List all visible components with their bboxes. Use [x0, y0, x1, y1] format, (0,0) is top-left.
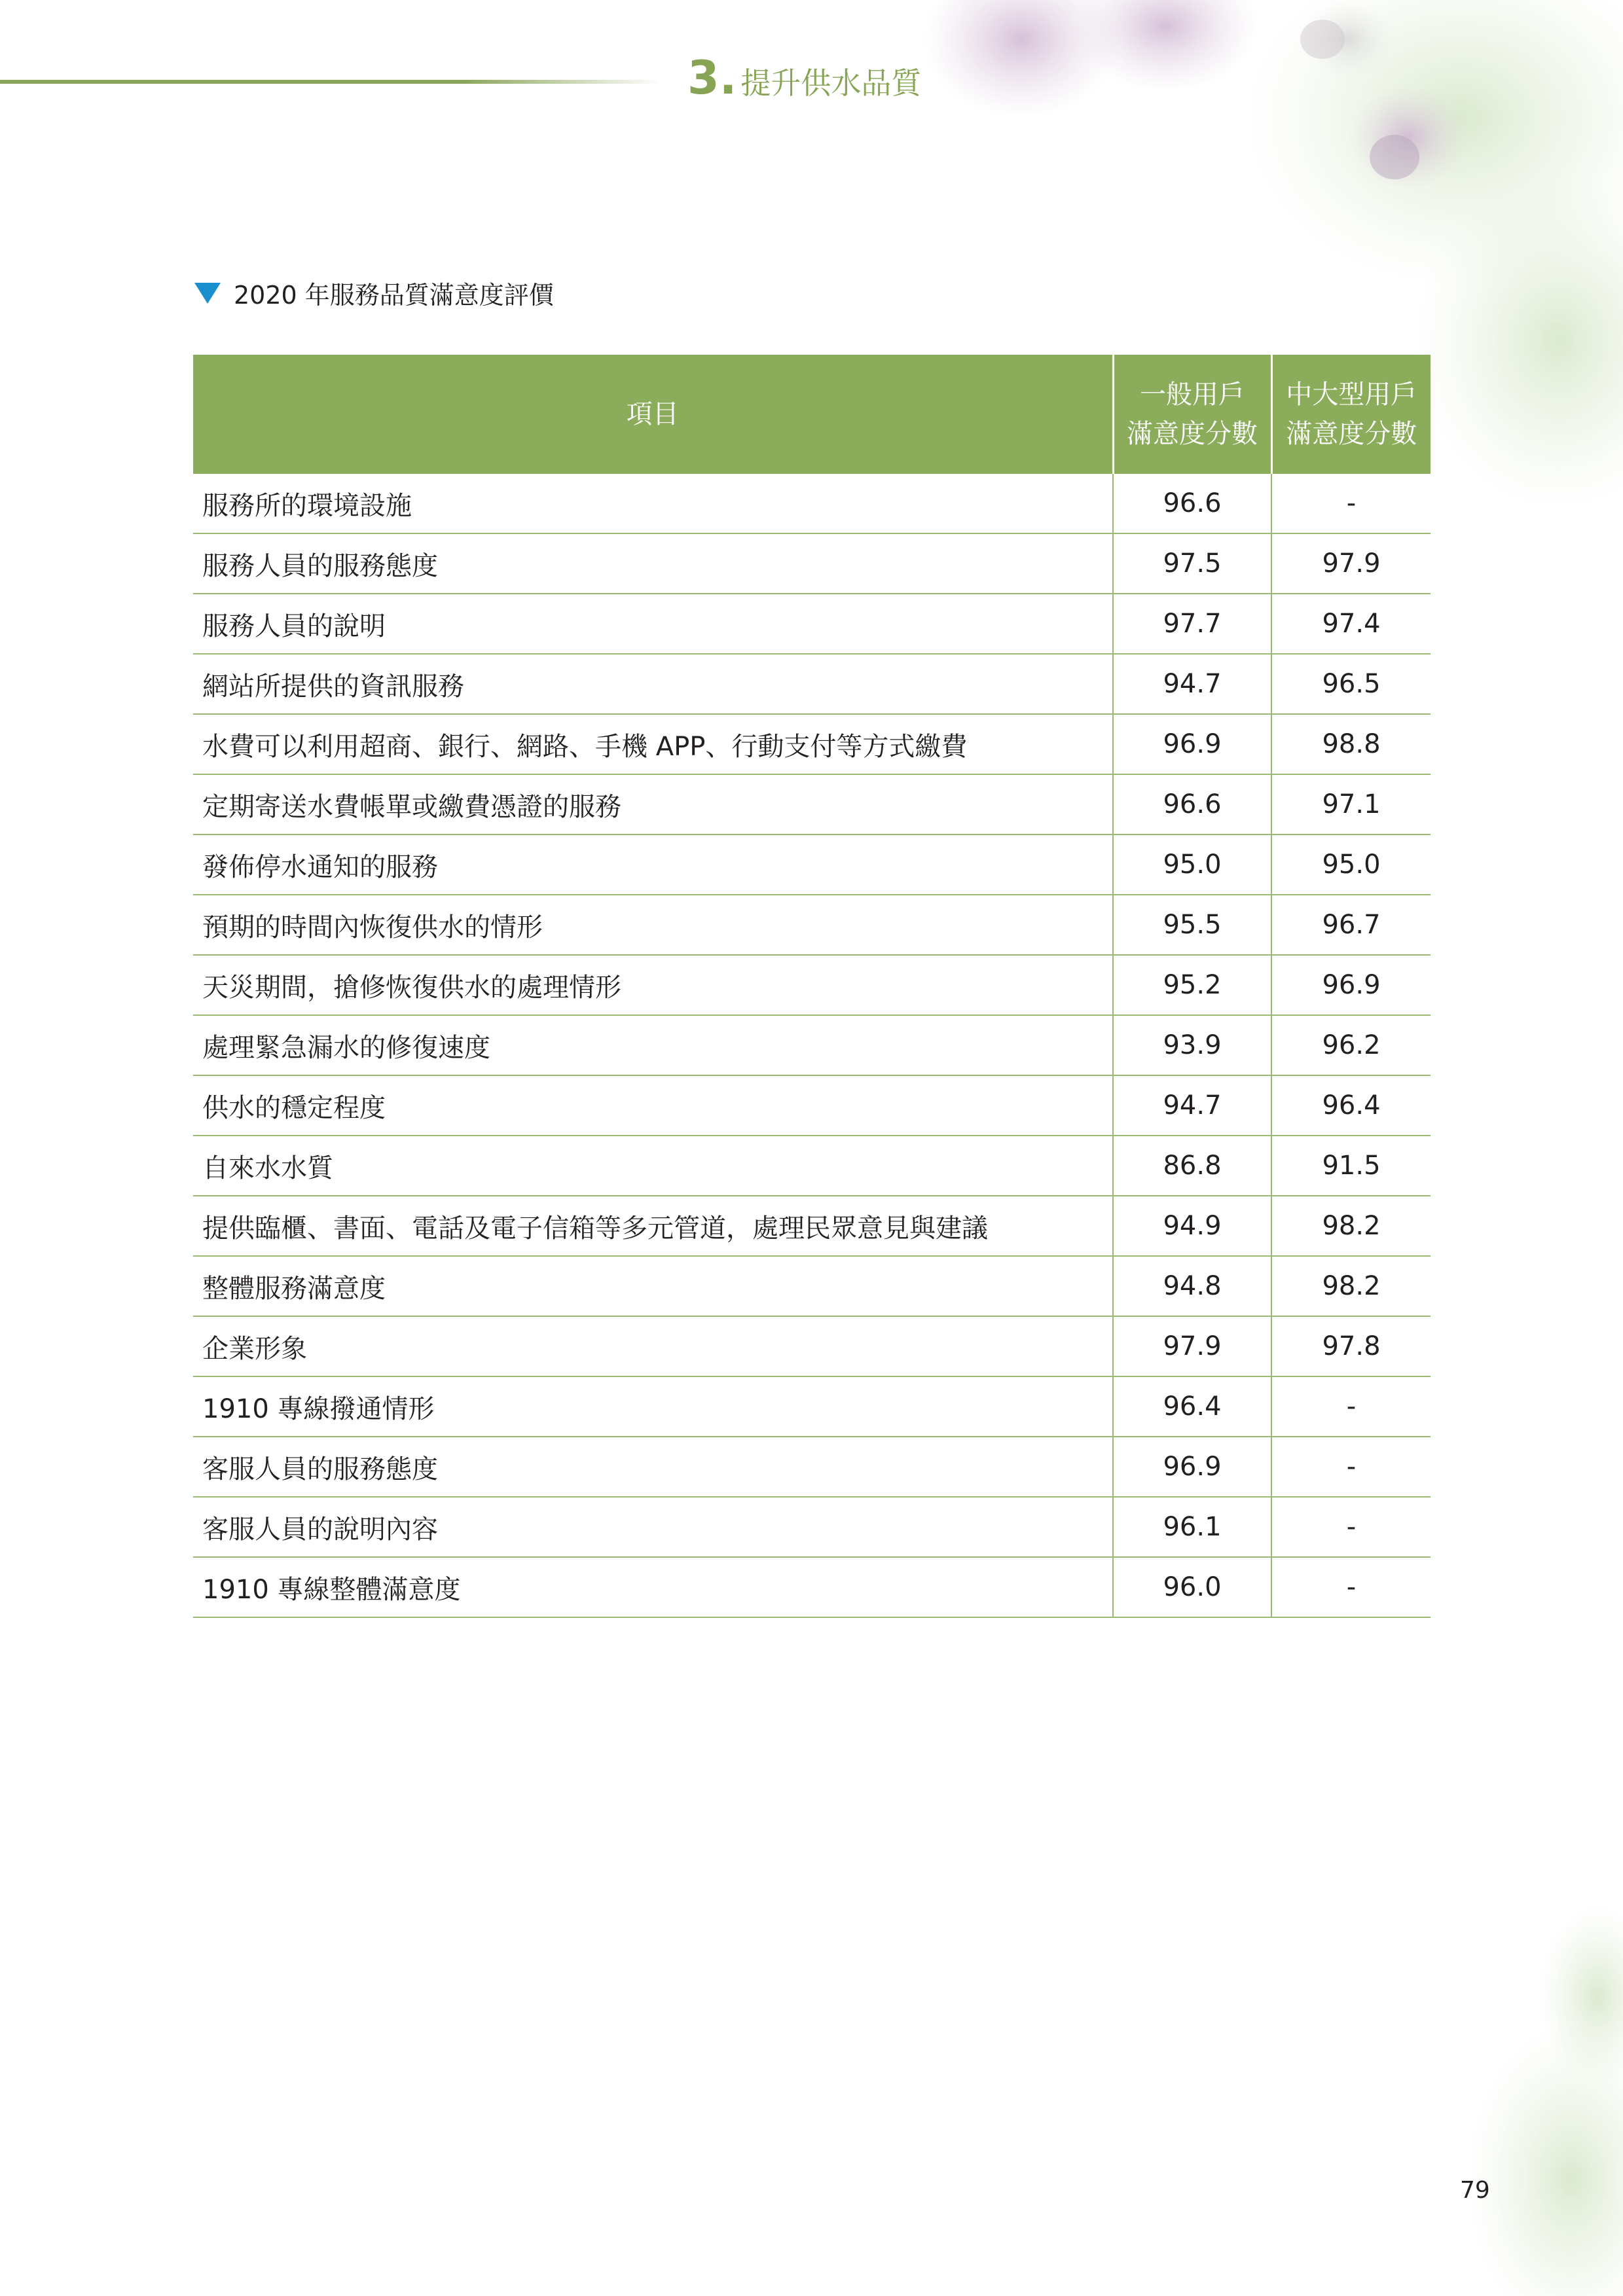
row-item: 發佈停水通知的服務 — [193, 834, 1113, 895]
row-item: 提供臨櫃、書面、電話及電子信箱等多元管道，處理民眾意見與建議 — [193, 1196, 1113, 1256]
header-rule — [0, 80, 661, 84]
row-item: 客服人員的說明內容 — [193, 1497, 1113, 1557]
satisfaction-table — [193, 355, 1431, 1618]
row-general-score: 94.9 — [1113, 1196, 1271, 1256]
row-item: 自來水水質 — [193, 1136, 1113, 1196]
row-item: 企業形象 — [193, 1316, 1113, 1376]
row-large-score: 96.7 — [1271, 895, 1431, 955]
table-row — [193, 1256, 1431, 1316]
table-row — [193, 1075, 1431, 1136]
row-general-score: 96.4 — [1113, 1376, 1271, 1437]
table-row — [193, 1437, 1431, 1497]
row-large-score: 97.8 — [1271, 1316, 1431, 1376]
row-large-score: 96.5 — [1271, 654, 1431, 714]
row-large-score: 96.2 — [1271, 1015, 1431, 1075]
row-item: 定期寄送水費帳單或繳費憑證的服務 — [193, 774, 1113, 834]
row-item: 服務人員的說明 — [193, 594, 1113, 654]
row-large-score: 97.4 — [1271, 594, 1431, 654]
table-row — [193, 1316, 1431, 1376]
table-row — [193, 594, 1431, 654]
row-general-score: 94.7 — [1113, 654, 1271, 714]
section-title: 提升供水品質 — [740, 65, 922, 101]
row-item: 預期的時間內恢復供水的情形 — [193, 895, 1113, 955]
row-general-score: 94.7 — [1113, 1075, 1271, 1136]
table-row — [193, 1376, 1431, 1437]
table-caption-text: 2020 年服務品質滿意度評價 — [234, 281, 554, 310]
table-row — [193, 955, 1431, 1015]
row-large-score: 98.2 — [1271, 1256, 1431, 1316]
row-item: 客服人員的服務態度 — [193, 1437, 1113, 1497]
row-general-score: 94.8 — [1113, 1256, 1271, 1316]
row-item: 整體服務滿意度 — [193, 1256, 1113, 1316]
row-general-score: 96.1 — [1113, 1497, 1271, 1557]
row-general-score: 97.9 — [1113, 1316, 1271, 1376]
table-row — [193, 774, 1431, 834]
row-general-score: 96.9 — [1113, 1437, 1271, 1497]
row-large-score: - — [1271, 1497, 1431, 1557]
row-item: 1910 專線整體滿意度 — [193, 1557, 1113, 1617]
row-general-score: 96.9 — [1113, 714, 1271, 774]
row-large-score: 95.0 — [1271, 834, 1431, 895]
row-item: 服務人員的服務態度 — [193, 533, 1113, 594]
row-large-score: 97.1 — [1271, 774, 1431, 834]
row-item: 服務所的環境設施 — [193, 474, 1113, 533]
section-heading — [687, 51, 921, 110]
row-general-score: 97.7 — [1113, 594, 1271, 654]
table-row — [193, 533, 1431, 594]
row-general-score: 97.5 — [1113, 533, 1271, 594]
row-large-score: 96.9 — [1271, 955, 1431, 1015]
row-general-score: 96.6 — [1113, 474, 1271, 533]
page-number: 79 — [1460, 2177, 1490, 2204]
row-large-score: 98.2 — [1271, 1196, 1431, 1256]
row-item: 1910 專線撥通情形 — [193, 1376, 1113, 1437]
row-general-score: 96.6 — [1113, 774, 1271, 834]
table-row — [193, 834, 1431, 895]
table-row — [193, 895, 1431, 955]
triangle-marker-icon — [194, 283, 221, 304]
header-large-score: 中大型用戶 滿意度分數 — [1271, 355, 1431, 474]
table-row — [193, 1497, 1431, 1557]
row-large-score: - — [1271, 1557, 1431, 1617]
row-general-score: 86.8 — [1113, 1136, 1271, 1196]
section-number: 3. — [687, 51, 737, 105]
header-general-score: 一般用戶 滿意度分數 — [1113, 355, 1271, 474]
header-item: 項目 — [193, 355, 1113, 474]
row-large-score: 96.4 — [1271, 1075, 1431, 1136]
row-large-score: 97.9 — [1271, 533, 1431, 594]
table-row — [193, 1015, 1431, 1075]
row-general-score: 93.9 — [1113, 1015, 1271, 1075]
table-row — [193, 1557, 1431, 1617]
table-row — [193, 1196, 1431, 1256]
table-caption — [194, 275, 554, 311]
row-general-score: 95.2 — [1113, 955, 1271, 1015]
row-item: 天災期間，搶修恢復供水的處理情形 — [193, 955, 1113, 1015]
row-large-score: - — [1271, 474, 1431, 533]
row-item: 網站所提供的資訊服務 — [193, 654, 1113, 714]
row-general-score: 96.0 — [1113, 1557, 1271, 1617]
row-item: 處理緊急漏水的修復速度 — [193, 1015, 1113, 1075]
row-large-score: - — [1271, 1437, 1431, 1497]
table-row — [193, 714, 1431, 774]
table-header-row — [193, 355, 1431, 474]
row-large-score: - — [1271, 1376, 1431, 1437]
row-large-score: 98.8 — [1271, 714, 1431, 774]
table-row — [193, 474, 1431, 533]
row-general-score: 95.0 — [1113, 834, 1271, 895]
table-row — [193, 1136, 1431, 1196]
row-item: 水費可以利用超商、銀行、網路、手機 APP、行動支付等方式繳費 — [193, 714, 1113, 774]
table-row — [193, 654, 1431, 714]
row-item: 供水的穩定程度 — [193, 1075, 1113, 1136]
row-large-score: 91.5 — [1271, 1136, 1431, 1196]
row-general-score: 95.5 — [1113, 895, 1271, 955]
